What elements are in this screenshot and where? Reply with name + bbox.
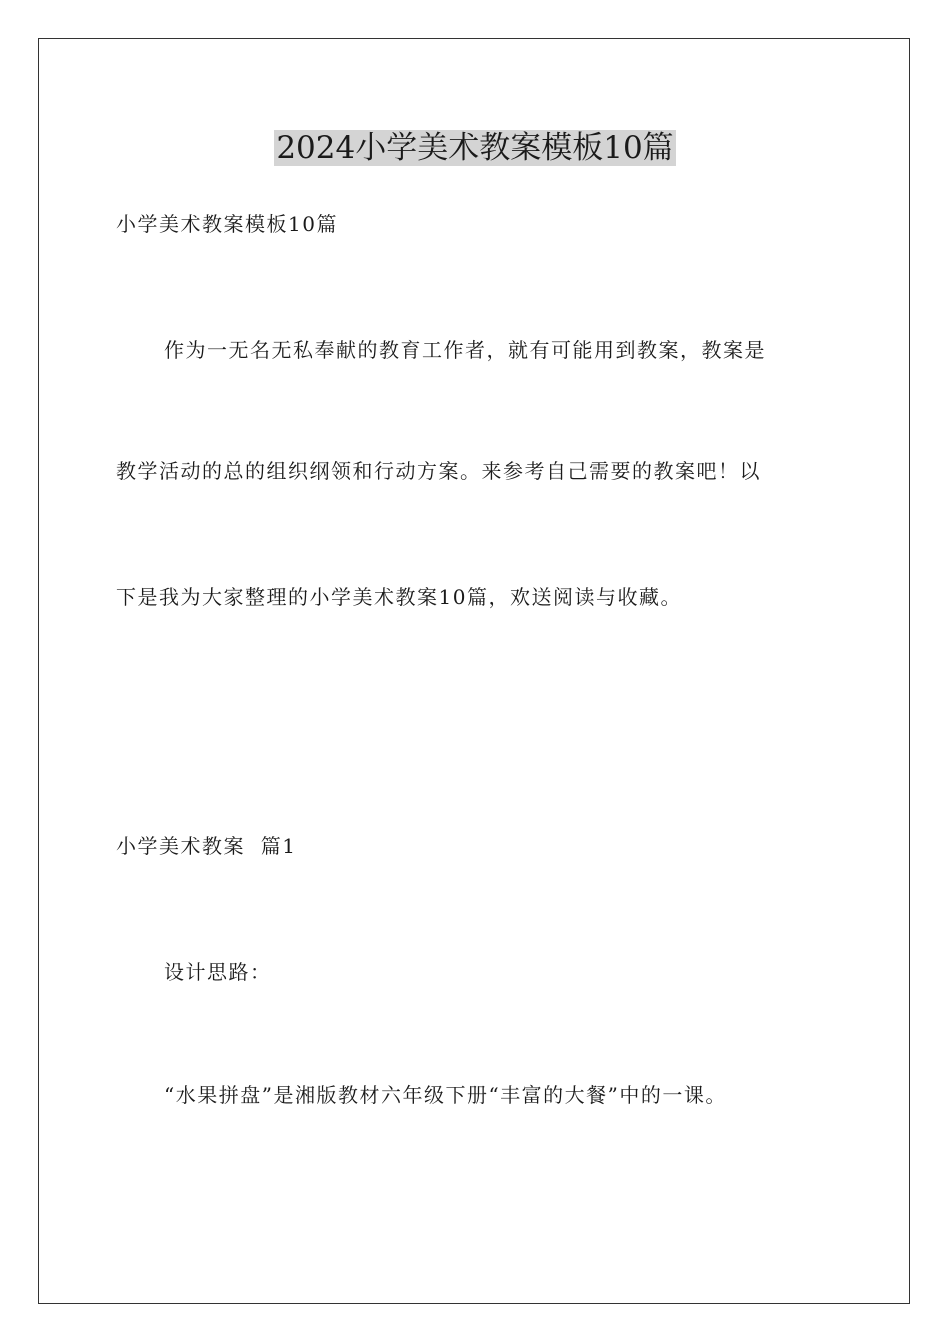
- intro-paragraph-line-2: 教学活动的总的组织纲领和行动方案。来参考自己需要的教案吧！以: [116, 459, 761, 483]
- design-paragraph: “水果拼盘”是湘版教材六年级下册“丰富的大餐”中的一课。: [164, 1083, 727, 1107]
- document-title-text: 2024小学美术教案模板10篇: [276, 130, 674, 166]
- design-label: 设计思路：: [164, 960, 272, 984]
- intro-paragraph-line-1: 作为一无名无私奉献的教育工作者，就有可能用到教案，教案是: [164, 338, 766, 362]
- section-heading: 小学美术教案 篇1: [116, 834, 297, 858]
- intro-paragraph-line-3: 下是我为大家整理的小学美术教案10篇，欢送阅读与收藏。: [116, 585, 682, 609]
- document-subtitle: 小学美术教案模板10篇: [116, 212, 338, 236]
- document-title: [0, 126, 950, 170]
